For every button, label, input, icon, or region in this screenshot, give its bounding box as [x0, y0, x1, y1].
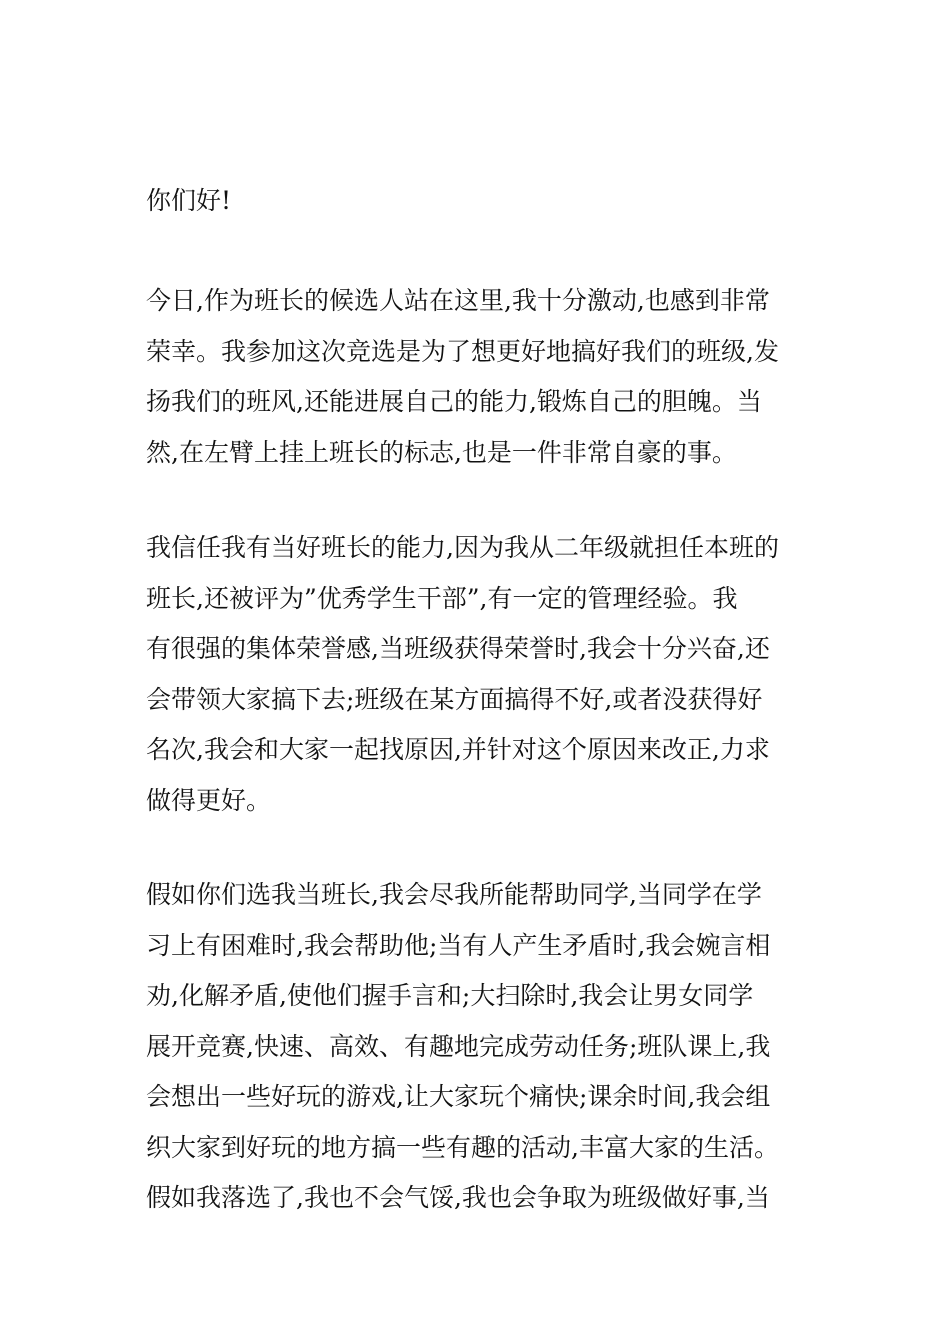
greeting-line: [146, 176, 816, 227]
text-line: 会带领大家搞下去;班级在某方面搞得不好,或者没获得好: [146, 684, 763, 714]
text-line: 我信任我有当好班长的能力,因为我从二年级就担任本班的: [146, 533, 779, 562]
paragraph-2: [146, 523, 816, 826]
text-line: 然,在左臂上挂上班长的标志,也是一件非常自豪的事。: [146, 437, 737, 467]
paragraph-3: [146, 870, 816, 1224]
text-line: 做得更好。: [146, 785, 272, 815]
text-line: 会想出一些好玩的游戏,让大家玩个痛快;课余时间,我会组: [146, 1082, 771, 1111]
text-line: 假如我落选了,我也不会气馁,我也会争取为班级做好事,当: [146, 1183, 770, 1212]
text-line: 展开竞赛,快速、高效、有趣地完成劳动任务;班队课上,我: [146, 1031, 771, 1061]
text-line: 织大家到好玩的地方搞一些有趣的活动,丰富大家的生活。: [146, 1132, 779, 1162]
text-line: 假如你们选我当班长,我会尽我所能帮助同学,当同学在学: [146, 880, 762, 909]
text-line: 荣幸。我参加这次竞选是为了想更好地搞好我们的班级,发: [146, 336, 779, 366]
paragraph-1: [146, 276, 816, 478]
text-line: 有很强的集体荣誉感,当班级获得荣誉时,我会十分兴奋,还: [146, 634, 770, 663]
text-line: 劝,化解矛盾,使他们握手言和;大扫除时,我会让男女同学: [146, 981, 754, 1010]
text-line: 今日,作为班长的候选人站在这里,我十分激动,也感到非常: [146, 286, 770, 315]
text-line: 班长,还被评为”优秀学生干部”,有一定的管理经验。我: [146, 583, 738, 613]
text-line: 你们好!: [146, 186, 232, 215]
text-line: 扬我们的班风,还能进展自己的能力,锻炼自己的胆魄。当: [146, 387, 762, 416]
text-line: 习上有困难时,我会帮助他;当有人产生矛盾时,我会婉言相: [146, 930, 771, 960]
text-line: 名次,我会和大家一起找原因,并针对这个原因来改正,力求: [146, 735, 770, 764]
